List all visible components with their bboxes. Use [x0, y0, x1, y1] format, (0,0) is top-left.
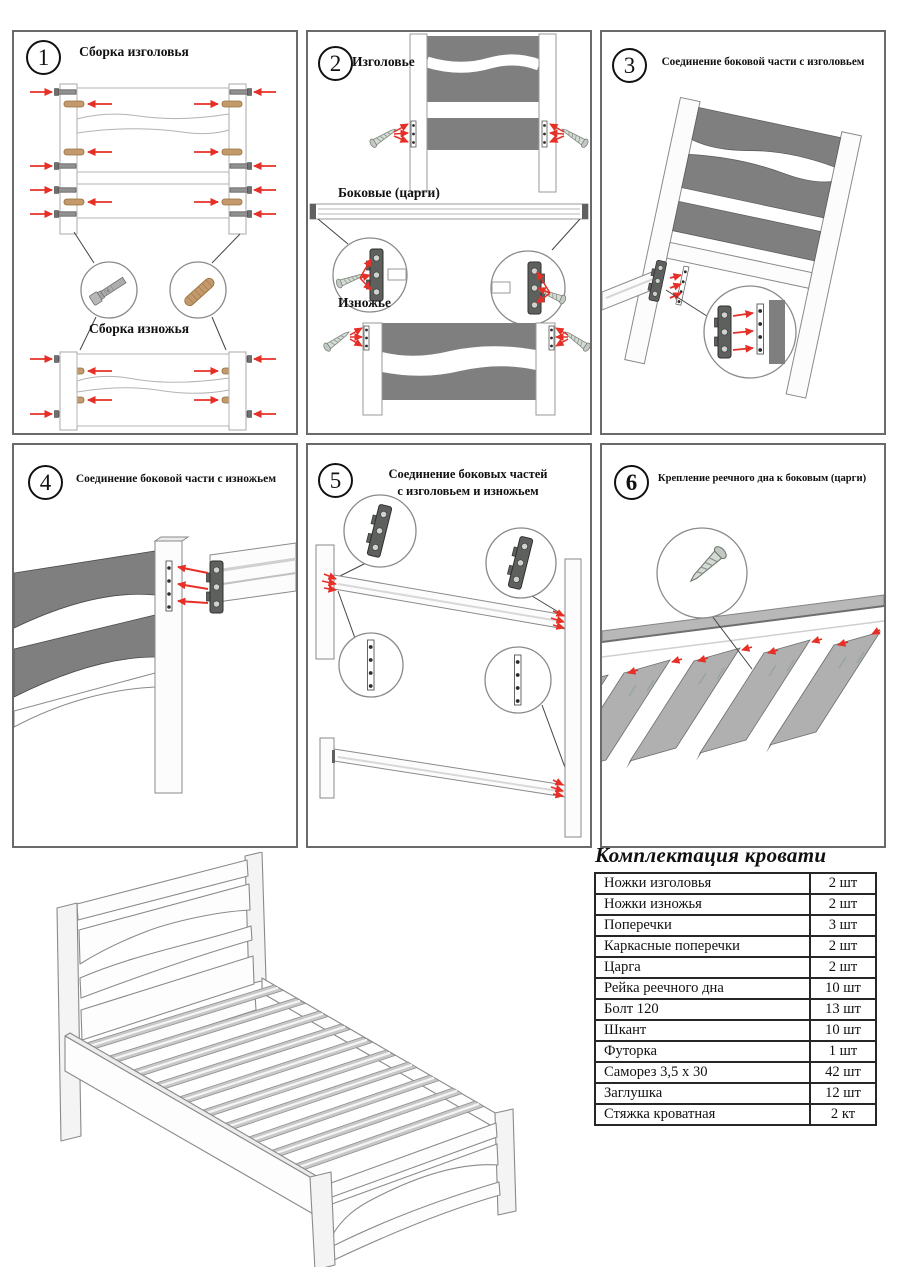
lower-left-post [320, 738, 334, 798]
table-row [595, 894, 876, 915]
table-row [595, 957, 876, 978]
pin-strip [368, 640, 375, 690]
step-subtitle: Сборка изножья [88, 321, 190, 336]
side-rails-label: Боковые (царги) [338, 185, 440, 200]
part-qty: 12 шт [810, 1083, 876, 1104]
table-row [595, 999, 876, 1020]
slats [602, 632, 880, 796]
part-name: Каркасные поперечки [595, 936, 810, 957]
table-row [595, 1020, 876, 1041]
step-title: Сборка изголовья [79, 44, 189, 59]
part-name: Заглушка [595, 1083, 810, 1104]
lower-side-rail [332, 749, 565, 797]
part-qty: 13 шт [810, 999, 876, 1020]
headboard-footboard-assembly-diagram [14, 32, 296, 433]
parts-list-title: Комплектация кровати [595, 843, 827, 867]
part-qty: 2 шт [810, 873, 876, 894]
slats-fastening-diagram [602, 445, 884, 846]
pin-strip [515, 655, 522, 705]
step-number-badge: 1 [26, 40, 61, 75]
footboard-post [155, 537, 188, 793]
step-title: Соединение боковой части с изголовьем [661, 56, 865, 68]
step-number-badge: 5 [318, 463, 353, 498]
step-number-badge: 4 [28, 465, 63, 500]
right-post [565, 559, 581, 837]
part-qty: 2 кт [810, 1104, 876, 1125]
screw-icon [368, 125, 398, 148]
rail-to-headboard-diagram [602, 32, 884, 433]
part-qty: 3 шт [810, 915, 876, 936]
pin-strip [757, 304, 764, 354]
part-name: Болт 120 [595, 999, 810, 1020]
part-qty: 2 шт [810, 894, 876, 915]
step-title: Соединение боковой части с изножьем [75, 473, 277, 485]
part-qty: 42 шт [810, 1062, 876, 1083]
table-row [595, 1062, 876, 1083]
table-row [595, 1104, 876, 1125]
headboard-front-view [60, 84, 246, 234]
table-row [595, 915, 876, 936]
parts-table [594, 872, 877, 1126]
bracket-icon [207, 561, 224, 613]
table-row [595, 978, 876, 999]
step-panel-5 [306, 443, 592, 848]
part-qty: 1 шт [810, 1041, 876, 1062]
part-name: Шкант [595, 1020, 810, 1041]
slat [626, 648, 740, 769]
callout-line [666, 290, 710, 318]
part-name: Ножки изножья [595, 894, 810, 915]
part-name: Футорка [595, 1041, 810, 1062]
part-name: Царга [595, 957, 810, 978]
table-row [595, 1041, 876, 1062]
step-panel-1 [12, 30, 298, 435]
step-title: Крепление реечного дна к боковым (царги) [657, 473, 867, 484]
part-name: Стяжка кроватная [595, 1104, 810, 1125]
screw-icon [322, 328, 351, 352]
footboard-label: Изножье [338, 295, 392, 310]
part-name: Ножки изголовья [595, 873, 810, 894]
assembled-bed-illustration [15, 852, 585, 1267]
parts-overview-diagram [308, 32, 590, 433]
step-number-badge: 2 [318, 46, 353, 81]
table-row [595, 936, 876, 957]
part-name: Рейка реечного дна [595, 978, 810, 999]
part-name: Саморез 3,5 х 30 [595, 1062, 810, 1083]
rails-to-ends-diagram [308, 445, 590, 846]
footboard [322, 323, 590, 415]
step-number-badge: 3 [612, 48, 647, 83]
near-side-rail [65, 1036, 315, 1215]
parts-list [594, 843, 877, 1126]
step-title-line1: Соединение боковых частей [388, 467, 548, 481]
left-post [316, 545, 334, 659]
side-rail-bar [602, 595, 884, 642]
step-panel-3 [600, 30, 886, 435]
part-qty: 2 шт [810, 957, 876, 978]
footboard-boards [14, 551, 155, 727]
part-qty: 2 шт [810, 936, 876, 957]
step-title-line2: с изголовьем и изножьем [397, 484, 539, 498]
footboard-front-view [60, 352, 246, 430]
step-number-badge: 6 [614, 465, 649, 500]
step-panel-2 [306, 30, 592, 435]
part-qty: 10 шт [810, 1020, 876, 1041]
table-row [595, 1083, 876, 1104]
screw-icon [560, 125, 590, 148]
part-qty: 10 шт [810, 978, 876, 999]
rail-to-footboard-diagram [14, 445, 296, 846]
board-edge [769, 300, 785, 364]
headboard-label: Изголовье [352, 54, 415, 69]
step-panel-6 [600, 443, 886, 848]
table-row [595, 873, 876, 894]
step-panel-4 [12, 443, 298, 848]
part-name: Поперечки [595, 915, 810, 936]
